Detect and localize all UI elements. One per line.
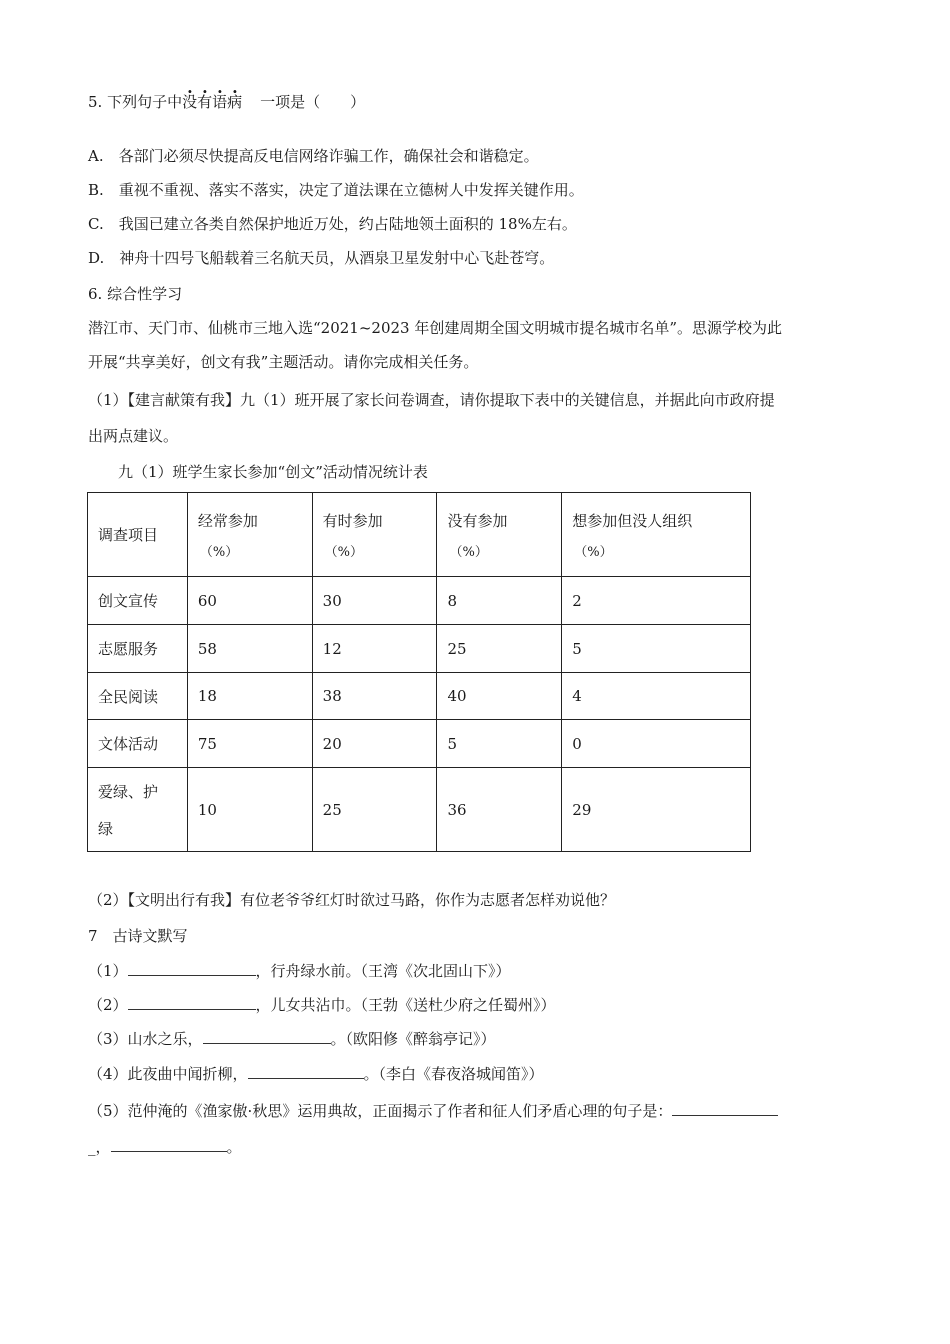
emphasis-char: 病: [227, 93, 243, 111]
table-cell: 志愿服务: [88, 625, 188, 673]
table-cell: 2: [562, 577, 751, 625]
q6-task1-line-2: 出两点建议。: [88, 427, 179, 445]
table-cell: 25: [437, 625, 562, 673]
q7-title: 7 古诗文默写: [88, 927, 188, 945]
q7-item-4: （4）此夜曲中闻折柳， 。（李白《春夜洛城闻笛》）: [88, 1065, 544, 1083]
answer-blank[interactable]: [111, 1137, 227, 1152]
q5-option-d: D. 神舟十四号飞船载着三名航天员，从酒泉卫星发射中心飞赴苍穹。: [88, 249, 555, 267]
answer-blank[interactable]: [128, 961, 256, 976]
table-header-row: [88, 493, 751, 577]
table-cell: 30: [312, 577, 437, 625]
q7-item-5-continued: _， 。: [88, 1138, 242, 1156]
q6-intro-line-1: 潜江市、天门市、仙桃市三地入选“2021~2023 年创建周期全国文明城市提名城市名单”。思源学校为此: [88, 319, 783, 337]
q7-item-2: （2） ，儿女共沾巾。（王勃《送杜少府之任蜀州》）: [88, 996, 556, 1014]
emphasis-char: 语: [212, 93, 228, 111]
table-cell: 75: [187, 720, 312, 768]
header-cell: 经常参加 （%）: [187, 493, 312, 577]
table-row: [88, 673, 751, 720]
table-cell: 8: [437, 577, 562, 625]
table-cell: 0: [562, 720, 751, 768]
header-cell: 没有参加 （%）: [437, 493, 562, 577]
header-cell: 想参加但没人组织 （%）: [562, 493, 751, 577]
table-cell: 4: [562, 673, 751, 720]
table-cell: 全民阅读: [88, 673, 188, 720]
table-cell: 36: [437, 768, 562, 852]
table-cell: 29: [562, 768, 751, 852]
q6-title: 6. 综合性学习: [88, 285, 183, 303]
survey-table: [87, 492, 751, 852]
emphasis-char: 有: [197, 93, 213, 111]
answer-blank[interactable]: [203, 1029, 331, 1044]
table-cell: 20: [312, 720, 437, 768]
table-cell: 创文宣传: [88, 577, 188, 625]
table-row: [88, 768, 751, 852]
table-cell: 38: [312, 673, 437, 720]
table-cell: 10: [187, 768, 312, 852]
q5-option-c: C. 我国已建立各类自然保护地近万处，约占陆地领土面积的 18%左右。: [88, 215, 577, 233]
table-row: [88, 577, 751, 625]
q5-option-a: A. 各部门必须尽快提高反电信网络诈骗工作，确保社会和谐稳定。: [88, 147, 539, 165]
answer-blank[interactable]: [128, 995, 256, 1010]
table-cell: 爱绿、护 绿: [88, 768, 188, 852]
q6-intro-line-2: 开展“共享美好，创文有我”主题活动。请你完成相关任务。: [88, 353, 479, 371]
answer-blank[interactable]: [672, 1101, 778, 1116]
table-cell: 25: [312, 768, 437, 852]
q7-item-3: （3）山水之乐， 。（欧阳修《醉翁亭记》）: [88, 1030, 496, 1048]
q6-task2: （2）【文明出行有我】有位老爷爷红灯时欲过马路，你作为志愿者怎样劝说他？: [88, 891, 616, 909]
table-cell: 58: [187, 625, 312, 673]
table-cell: 5: [562, 625, 751, 673]
q5-option-b: B. 重视不重视、落实不落实，决定了道法课在立德树人中发挥关键作用。: [88, 181, 584, 199]
q5-stem-emphasis: [182, 93, 242, 111]
header-cell: 调查项目: [88, 493, 188, 577]
table-caption: 九（1）班学生家长参加“创文”活动情况统计表: [118, 463, 428, 481]
q6-task1-line-1: （1）【建言献策有我】九（1）班开展了家长问卷调查，请你提取下表中的关键信息，并据此向市政府提: [88, 391, 775, 409]
table-cell: 5: [437, 720, 562, 768]
emphasis-char: 没: [182, 93, 198, 111]
table-cell: 12: [312, 625, 437, 673]
q5-stem: [88, 92, 365, 112]
table-cell: 40: [437, 673, 562, 720]
q7-item-1: （1） ，行舟绿水前。（王湾《次北固山下》）: [88, 962, 511, 980]
q5-stem-before: 5. 下列句子中: [88, 93, 183, 111]
table-row: [88, 625, 751, 673]
header-cell: 有时参加 （%）: [312, 493, 437, 577]
q5-stem-after: 一项是（ ）: [260, 93, 366, 111]
table-row: [88, 720, 751, 768]
answer-blank[interactable]: [248, 1064, 364, 1079]
table-cell: 60: [187, 577, 312, 625]
table-cell: 文体活动: [88, 720, 188, 768]
table-cell: 18: [187, 673, 312, 720]
q7-item-5: （5）范仲淹的《渔家傲·秋思》运用典故，正面揭示了作者和征人们矛盾心理的句子是：: [88, 1101, 778, 1121]
